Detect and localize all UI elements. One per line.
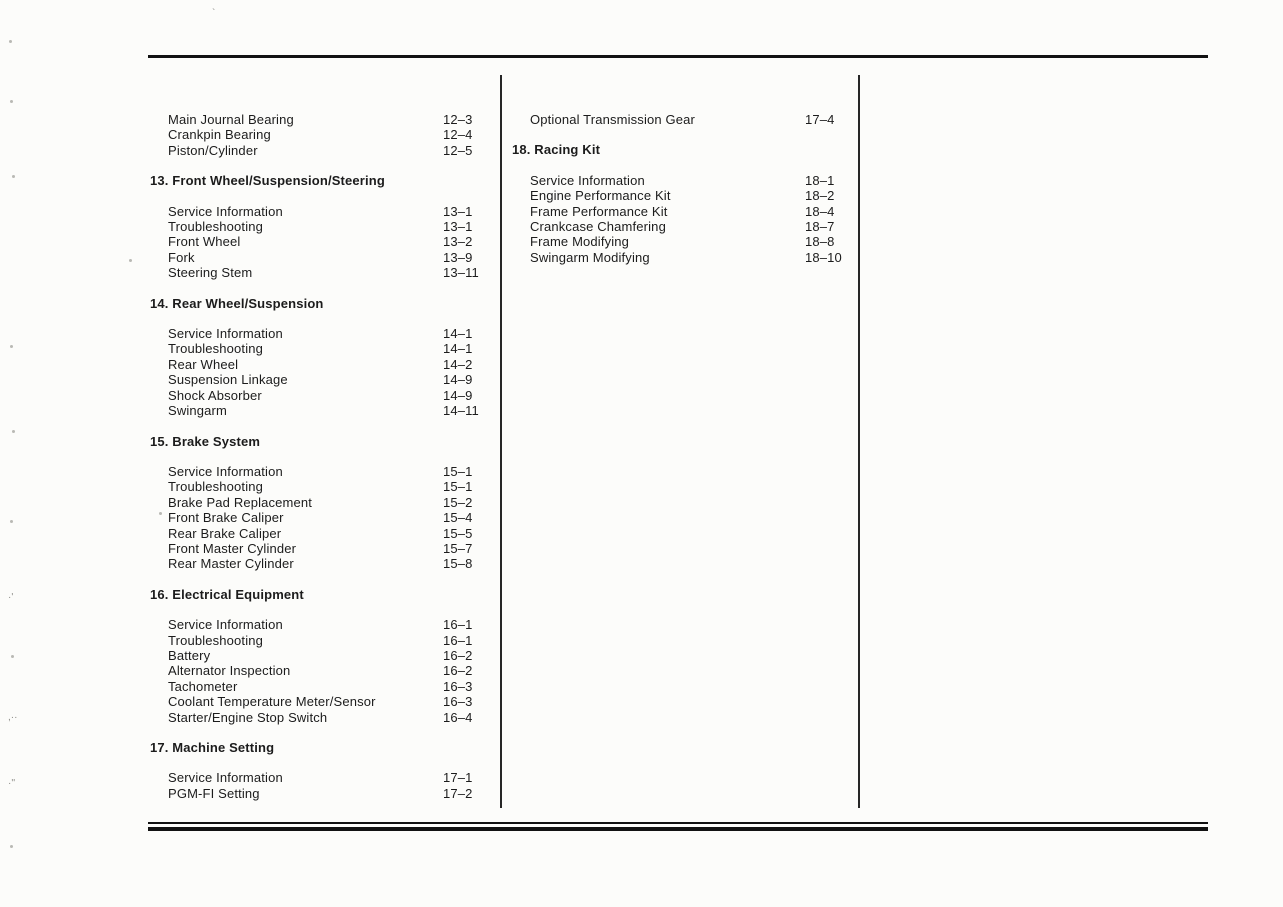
- toc-entry-label: Tachometer: [168, 678, 238, 694]
- top-rule: [148, 55, 1208, 58]
- scan-speck: [10, 345, 13, 348]
- toc-entry-label: Service Information: [168, 770, 283, 786]
- toc-row: [168, 204, 502, 219]
- toc-row: [168, 250, 502, 265]
- toc-entry-page: 16–2: [443, 663, 473, 679]
- toc-row: [168, 357, 502, 372]
- toc-entry-page: 16–1: [443, 632, 473, 648]
- toc-entry-label: Troubleshooting: [168, 632, 263, 648]
- scan-speck: [11, 655, 14, 658]
- toc-entry-page: 18–1: [805, 172, 835, 188]
- toc-entry-page: 12–3: [443, 112, 473, 127]
- toc-row: [168, 617, 502, 632]
- toc-entry-label: Main Journal Bearing: [168, 112, 294, 127]
- scan-speck: [10, 100, 13, 103]
- toc-row: [168, 326, 502, 341]
- toc-row: [168, 127, 502, 142]
- section-heading: 16. Electrical Equipment: [150, 586, 304, 602]
- toc-entry-page: 15–1: [443, 479, 473, 495]
- toc-entry-label: Steering Stem: [168, 265, 253, 281]
- scan-speck: [129, 259, 132, 262]
- toc-row: [168, 495, 502, 510]
- scan-speck: [159, 512, 162, 515]
- scan-artifact: `: [212, 8, 216, 19]
- toc-row: [168, 479, 502, 494]
- toc-entry-page: 14–2: [443, 356, 473, 372]
- toc-entry-label: Coolant Temperature Meter/Sensor: [168, 694, 376, 710]
- toc-right-column: [512, 112, 864, 265]
- toc-row: [168, 234, 502, 249]
- toc-row: [530, 219, 864, 234]
- toc-entry-page: 14–1: [443, 341, 473, 357]
- scan-speck: [9, 40, 12, 43]
- toc-section: [150, 296, 502, 419]
- toc-left-column: [150, 112, 502, 801]
- toc-section: [512, 112, 864, 127]
- toc-row: [168, 541, 502, 556]
- toc-entry-page: 15–1: [443, 463, 473, 479]
- toc-entry-page: 16–3: [443, 678, 473, 694]
- toc-entry-page: 13–1: [443, 219, 473, 235]
- scan-speck: [10, 520, 13, 523]
- section-heading: 15. Brake System: [150, 433, 261, 449]
- toc-entry-label: Front Master Cylinder: [168, 540, 297, 556]
- toc-section: [150, 587, 502, 725]
- toc-entry-page: 18–8: [805, 234, 835, 250]
- toc-entry-label: Crankcase Chamfering: [530, 219, 666, 235]
- toc-section: [150, 740, 502, 801]
- scan-artifact: ,··: [8, 712, 18, 723]
- toc-entry-page: 17–4: [805, 112, 835, 127]
- toc-entry-label: Brake Pad Replacement: [168, 494, 313, 510]
- toc-entry-label: Rear Wheel: [168, 356, 239, 372]
- toc-entry-page: 13–11: [443, 265, 479, 281]
- toc-row: [168, 648, 502, 663]
- toc-entry-label: Service Information: [168, 617, 283, 633]
- toc-entry-label: PGM-FI Setting: [168, 785, 260, 801]
- toc-row: [168, 341, 502, 356]
- toc-row: [530, 173, 864, 188]
- toc-row: [168, 710, 502, 725]
- toc-entry-page: 14–9: [443, 387, 473, 403]
- scan-artifact: ·': [8, 592, 14, 603]
- toc-entry-label: Shock Absorber: [168, 387, 262, 403]
- toc-row: [168, 510, 502, 525]
- toc-entry-label: Frame Performance Kit: [530, 203, 668, 219]
- section-heading: 14. Rear Wheel/Suspension: [150, 295, 324, 311]
- toc-row: [168, 694, 502, 709]
- toc-entry-page: 17–1: [443, 770, 473, 786]
- toc-entry-page: 15–7: [443, 540, 473, 556]
- toc-row: [168, 388, 502, 403]
- toc-row: [168, 663, 502, 678]
- toc-entry-page: 13–1: [443, 203, 473, 219]
- toc-entry-label: Battery: [168, 647, 211, 663]
- scan-speck: [12, 175, 15, 178]
- toc-entry-page: 18–7: [805, 219, 835, 235]
- bottom-rule-thin: [148, 822, 1208, 824]
- toc-entry-label: Suspension Linkage: [168, 372, 288, 388]
- toc-row: [168, 464, 502, 479]
- toc-entry-label: Optional Transmission Gear: [530, 112, 696, 127]
- toc-row: [168, 556, 502, 571]
- toc-entry-page: 18–2: [805, 188, 835, 204]
- scan-artifact: ·'': [8, 778, 16, 789]
- toc-entry-page: 14–1: [443, 326, 473, 342]
- toc-row: [168, 143, 502, 158]
- toc-row: [530, 250, 864, 265]
- toc-entry-page: 12–4: [443, 127, 473, 143]
- toc-entry-page: 16–3: [443, 694, 473, 710]
- scan-speck: [12, 430, 15, 433]
- section-heading: 17. Machine Setting: [150, 740, 275, 755]
- toc-entry-page: 15–4: [443, 510, 473, 526]
- toc-entry-page: 15–5: [443, 525, 473, 541]
- toc-entry-label: Rear Brake Caliper: [168, 525, 282, 541]
- toc-row: [530, 188, 864, 203]
- toc-entry-label: Front Brake Caliper: [168, 510, 284, 526]
- toc-entry-label: Alternator Inspection: [168, 663, 291, 679]
- toc-entry-page: 15–2: [443, 494, 473, 510]
- toc-entry-page: 13–2: [443, 234, 473, 250]
- toc-row: [168, 770, 502, 785]
- toc-section: [150, 173, 502, 280]
- toc-entry-label: Swingarm Modifying: [530, 249, 650, 265]
- toc-entry-page: 18–4: [805, 203, 835, 219]
- toc-section: [512, 142, 864, 265]
- bottom-rule-thick: [148, 827, 1208, 831]
- toc-row: [168, 403, 502, 418]
- toc-entry-page: 13–9: [443, 249, 473, 265]
- toc-entry-label: Front Wheel: [168, 234, 241, 250]
- toc-entry-label: Frame Modifying: [530, 234, 630, 250]
- toc-section: [150, 112, 502, 158]
- toc-entry-page: 14–9: [443, 372, 473, 388]
- toc-row: [168, 633, 502, 648]
- toc-entry-page: 16–4: [443, 709, 473, 725]
- toc-row: [168, 526, 502, 541]
- toc-entry-page: 16–1: [443, 617, 473, 633]
- toc-row: [168, 219, 502, 234]
- toc-entry-label: Piston/Cylinder: [168, 142, 258, 158]
- toc-entry-label: Engine Performance Kit: [530, 188, 671, 204]
- toc-entry-label: Fork: [168, 249, 195, 265]
- toc-entry-page: 15–8: [443, 556, 473, 572]
- scan-speck: [10, 845, 13, 848]
- toc-row: [530, 204, 864, 219]
- section-heading: 18. Racing Kit: [512, 142, 601, 158]
- toc-entry-label: Service Information: [168, 326, 283, 342]
- toc-entry-label: Troubleshooting: [168, 479, 263, 495]
- toc-entry-label: Service Information: [168, 463, 283, 479]
- section-heading: 13. Front Wheel/Suspension/Steering: [150, 173, 385, 189]
- toc-entry-label: Service Information: [168, 203, 283, 219]
- toc-entry-label: Starter/Engine Stop Switch: [168, 709, 328, 725]
- toc-entry-page: 12–5: [443, 142, 473, 158]
- toc-row: [168, 265, 502, 280]
- toc-entry-page: 14–11: [443, 403, 479, 419]
- toc-entry-page: 16–2: [443, 647, 473, 663]
- toc-entry-label: Rear Master Cylinder: [168, 556, 294, 572]
- toc-row: [168, 679, 502, 694]
- toc-entry-label: Service Information: [530, 172, 645, 188]
- toc-row: [530, 112, 864, 127]
- toc-entry-page: 17–2: [443, 785, 473, 801]
- toc-row: [168, 112, 502, 127]
- toc-entry-label: Swingarm: [168, 403, 227, 419]
- toc-entry-label: Crankpin Bearing: [168, 127, 271, 143]
- toc-row: [168, 372, 502, 387]
- toc-row: [168, 786, 502, 801]
- toc-section: [150, 434, 502, 572]
- toc-entry-label: Troubleshooting: [168, 219, 263, 235]
- toc-entry-page: 18–10: [805, 249, 842, 265]
- toc-entry-label: Troubleshooting: [168, 341, 263, 357]
- toc-row: [530, 234, 864, 249]
